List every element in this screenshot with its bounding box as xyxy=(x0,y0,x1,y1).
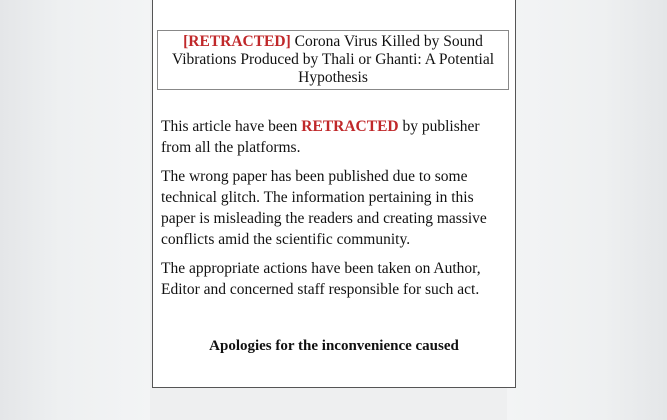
notice-paragraph-1 xyxy=(161,116,511,158)
background-left xyxy=(0,0,150,420)
retraction-notice-page xyxy=(152,0,516,388)
paragraph-1-tail: by publisher from all the platforms. xyxy=(161,118,480,156)
notice-paragraph-3: The appropriate actions have been taken on Author, Editor and concerned staff responsible for such act. xyxy=(161,260,481,298)
background-right xyxy=(507,0,667,420)
paragraph-1-lead: This article have been xyxy=(161,118,302,135)
notice-paragraph-2: The wrong paper has been published due to some technical glitch. The information pertaining in this paper is misleading the readers and creating massive conflicts amid the scientific community. xyxy=(161,168,487,248)
article-title-box xyxy=(157,30,509,90)
article-title: Corona Virus Killed by Sound Vibrations Produced by Thali or Ghanti: A Potential Hypothesis xyxy=(171,33,495,86)
retracted-highlight: RETRACTED xyxy=(301,118,399,135)
notice-body xyxy=(161,116,511,308)
retracted-tag: [RETRACTED] xyxy=(183,33,291,50)
apology-line: Apologies for the inconvenience caused xyxy=(209,338,459,354)
